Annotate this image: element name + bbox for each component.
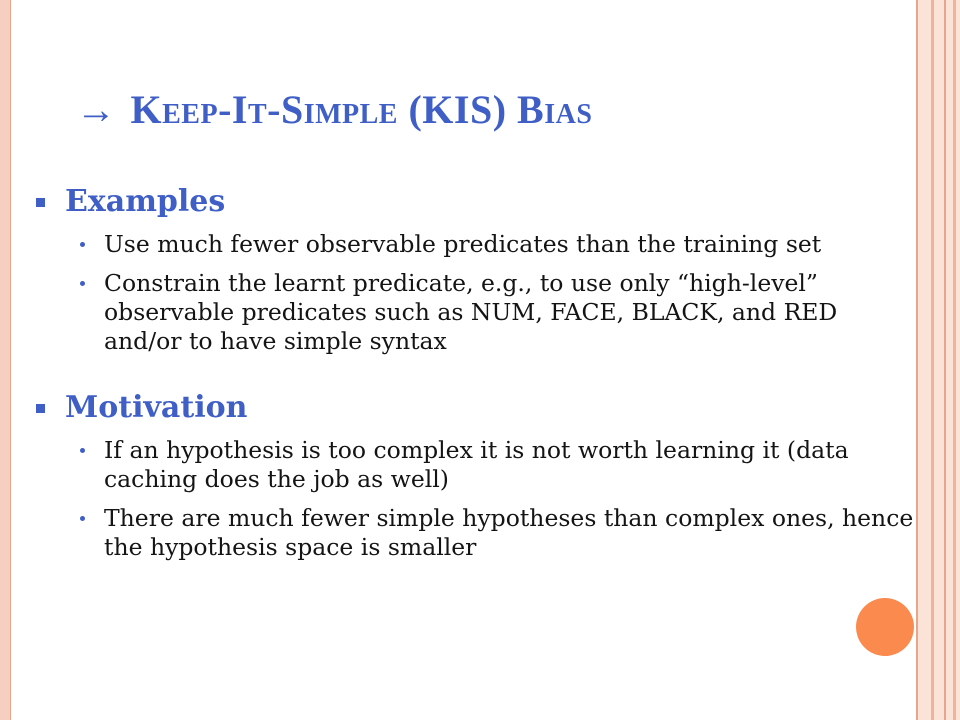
section-heading-text: Motivation [65,390,248,425]
section-heading [34,180,914,224]
decorative-orange-circle [856,598,914,656]
frame-stripe [931,0,934,720]
list-item-text: Use much fewer observable predicates than the training set [104,230,822,258]
left-frame-strip [0,0,11,720]
frame-stripe [944,0,946,720]
dot-bullet-icon [80,242,85,247]
list-item-text: There are much fewer simple hypotheses than complex ones, hence the hypothesis space is smaller [104,504,914,561]
arrow-icon: → [76,87,117,132]
list-item [34,436,914,494]
list-item [34,269,914,356]
list-item-text: If an hypothesis is too complex it is not worth learning it (data caching does the job as well) [104,436,849,493]
list-item [34,504,914,562]
dot-bullet-icon [80,281,85,286]
list-item-text: Constrain the learnt predicate, e.g., to use only “high-level” observable predicates such as NUM, FACE, BLACK, and RED and/or to have simple syntax [104,269,838,355]
list-item [34,230,914,259]
slide-body [34,180,914,572]
bullet-list [34,436,914,562]
dot-bullet-icon [80,516,85,521]
slide-title [76,86,592,133]
section-examples [34,180,914,356]
section-heading [34,386,914,430]
right-frame-band [916,0,960,720]
square-bullet-icon [36,198,45,207]
square-bullet-icon [36,404,45,413]
dot-bullet-icon [80,448,85,453]
frame-stripe [916,0,918,720]
frame-stripe [953,0,956,720]
section-motivation [34,386,914,562]
bullet-list [34,230,914,356]
section-heading-text: Examples [65,184,226,219]
slide-title-text: Keep-It-Simple (KIS) Bias [130,87,593,132]
